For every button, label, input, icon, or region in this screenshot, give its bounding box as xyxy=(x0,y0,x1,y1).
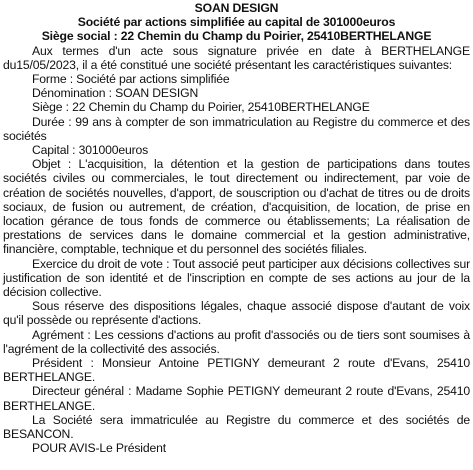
duration-paragraph: Durée : 99 ans à compter de son immatriculation au Registre du commerce et des sociétés xyxy=(3,114,470,143)
registration-paragraph: La Société sera immatriculée au Registre du commerce et des sociétés de BESANCON. xyxy=(3,412,470,442)
company-name: SOAN DESIGN xyxy=(194,1,279,15)
approval-paragraph: Agrément : Les cessions d'actions au profit d'associés ou de tiers sont soumises à l'agrément de la collectivité des associés. xyxy=(3,327,470,356)
form-line: Forme : Société par actions simplifiée xyxy=(32,72,230,87)
intro-paragraph: Aux termes d'un acte sous signature privée en date à BERTHELANGE du15/05/2023, il a été constitué une société présentant les caractéristiques suivantes: xyxy=(3,43,470,72)
seat-line: Siège : 22 Chemin du Champ du Poirier, 25410BERTHELANGE xyxy=(32,100,370,115)
signature-line: POUR AVIS-Le Président xyxy=(32,441,166,456)
company-form: Société par actions simplifiée au capital de 301000euros xyxy=(77,15,396,30)
denomination-line: Dénomination : SOAN DESIGN xyxy=(32,86,199,101)
reserve-paragraph: Sous réserve des dispositions légales, chaque associé dispose d'autant de voix qu'il possède ou représente d'actions. xyxy=(3,299,470,328)
president-paragraph: Président : Monsieur Antoine PETIGNY demeurant 2 route d'Evans, 25410 BERTHELANGE. xyxy=(3,356,470,385)
capital-line: Capital : 301000euros xyxy=(32,143,149,158)
voting-paragraph: Exercice du droit de vote : Tout associé peut participer aux décisions collectives sur justification de son identité et de l'inscription en compte de ses actions au jour de la décision collective. xyxy=(3,256,470,300)
head-office: Siège social : 22 Chemin du Champ du Poirier, 25410BERTHELANGE xyxy=(41,29,432,44)
object-paragraph: Objet : L'acquisition, la détention et la gestion de participations dans toutes sociétés civiles ou commerciales, le tout directement ou indirectement, par voie de création de sociétés nouvelles, d'apport, de souscription ou d'achat de titres ou de droits sociaux, de fusion ou autrement, de création, d'acquisition, de location, de prise en location gérance de tous fonds de commerce ou établissements; La réalisation de prestations de services dans le domaine commercial et la gestion administrative, financière, comptable, technique et du personnel des sociétés filiales. xyxy=(3,157,470,257)
general-director-paragraph: Directeur général : Madame Sophie PETIGNY demeurant 2 route d'Evans, 25410 BERTHELANGE. xyxy=(3,384,470,413)
